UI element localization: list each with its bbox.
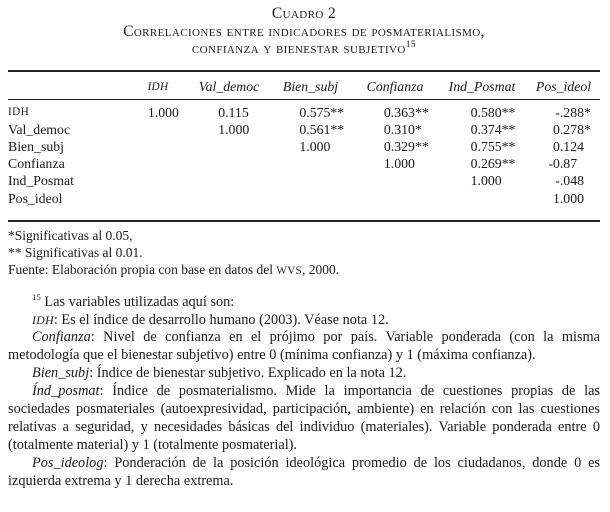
table-row <box>8 99 600 121</box>
footnote-term: Bien_subj <box>32 365 90 382</box>
correlation-value <box>268 190 353 221</box>
correlation-table-body <box>8 99 600 221</box>
row-label: IDH <box>8 105 30 118</box>
correlation-value: 0 .124 <box>552 138 584 154</box>
correlation-value <box>190 155 268 172</box>
correlation-table <box>8 70 600 222</box>
table-row <box>8 172 600 189</box>
correlation-value: - .048 <box>555 173 584 189</box>
col-header-val-democ: Val_democ <box>190 71 268 100</box>
footnote-def-pos-ideolog <box>8 455 600 491</box>
footnote-def-idh <box>8 312 600 330</box>
table-notes <box>8 227 600 281</box>
correlation-value <box>126 121 190 138</box>
correlation-value <box>190 138 268 155</box>
row-label: Val_democ <box>8 121 71 137</box>
correlation-value <box>353 190 437 221</box>
col-header-idh: IDH <box>126 71 190 100</box>
significance-note-001: ** Significativas al 0.01. <box>8 245 143 261</box>
footnote-def-text: : Es el índice de desarrollo humano (2003). Véase nota 12. <box>53 311 389 328</box>
correlation-value: 0 .580** <box>470 104 516 120</box>
correlation-value <box>190 190 268 221</box>
footnote-term: IDH <box>32 313 54 327</box>
significance-note-005: *Significativas al 0.05, <box>8 227 133 243</box>
source-note <box>8 261 600 280</box>
footnote-term: Pos_ideolog <box>32 454 104 471</box>
table-title-text: confianza y bienestar subjetivo <box>191 40 406 57</box>
footnote-term: Índ_posmat <box>32 383 100 400</box>
correlation-value: 0 .374** <box>470 121 516 137</box>
footnote-intro-text: Las variables utilizadas aquí son: <box>40 293 235 310</box>
table-row <box>8 155 600 172</box>
footnote-def-ind-posmat <box>8 383 600 455</box>
footnote-intro <box>8 291 600 312</box>
footnote-term: Confianza <box>32 329 91 346</box>
correlation-value: 0 .363** <box>383 104 429 120</box>
correlation-value: 0 .278* <box>552 121 591 137</box>
footnote-15 <box>8 291 600 491</box>
footnote-def-text: : Nivel de confianza en el prójimo por país. Variable ponderada (con la misma metodología que el bienestar subjetivo) entre 0 (mínima confianza) y 1 (máxima confianza). <box>8 329 600 364</box>
table-caption <box>8 5 600 58</box>
correlation-value <box>268 172 353 189</box>
footnote-marker: 15 <box>32 291 41 302</box>
correlation-value <box>353 172 437 189</box>
row-label: Pos_ideol <box>8 190 63 206</box>
table-title-line-1: Correlaciones entre indicadores de posmaterialismo, <box>123 22 485 40</box>
correlation-value: -0 .87 <box>548 156 578 172</box>
correlation-value <box>437 190 527 221</box>
correlation-value: 1 .000 <box>383 156 415 172</box>
footnote-def-text: : Índice de bienestar subjetivo. Explicado en la nota 12. <box>89 365 407 382</box>
correlation-value: 0 .310* <box>383 121 422 137</box>
col-header-ind-posmat: Ind_Posmat <box>437 71 527 100</box>
correlation-value: 0 .115 <box>218 104 249 120</box>
correlation-value <box>268 155 353 172</box>
row-label: Confianza <box>8 156 65 172</box>
footnote-def-text: : Ponderación de la posición ideológica promedio de los ciudadanos, donde 0 es izquierda extrema y 1 derecha extrema. <box>8 454 600 489</box>
footnote-def-bien-subj <box>8 365 600 383</box>
correlation-value: 0 .575** <box>299 104 345 120</box>
correlation-value: 1 .000 <box>470 173 502 189</box>
row-label: Bien_subj <box>8 138 64 154</box>
table-number: Cuadro 2 <box>271 5 337 22</box>
table-header-row <box>8 71 600 100</box>
correlation-value: 0 .269** <box>470 156 516 172</box>
correlation-value: 1 .000 <box>218 121 250 137</box>
correlation-value: - .288* <box>555 104 591 120</box>
correlation-value <box>126 155 190 172</box>
table-row <box>8 190 600 221</box>
correlation-value <box>126 172 190 189</box>
title-footnote-marker: 15 <box>405 38 417 50</box>
correlation-value <box>190 172 268 189</box>
col-header-confianza: Confianza <box>353 71 437 100</box>
col-header-empty <box>8 71 126 100</box>
table-row <box>8 138 600 155</box>
correlation-value: 0 .755** <box>470 138 516 154</box>
footnote-def-text: : Índice de posmaterialismo. Mide la importancia de cuestiones propias de las sociedades posmateriales (autoexpresividad, participación, ambiente) en relación con las cuestiones relativas a seguridad, y necesidades básicas del individuo (materiales). Variable ponderada entre 0 (totalmente material) y 1 (totalmente posmaterial). <box>8 383 600 453</box>
correlation-value: 0 .329** <box>383 138 429 154</box>
footnote-def-confianza <box>8 329 600 365</box>
source-note-suffix: , 2000. <box>302 262 340 278</box>
row-label: Ind_Posmat <box>8 173 74 189</box>
table-title-line-2 <box>8 40 600 58</box>
correlation-value <box>126 138 190 155</box>
correlation-value: 1 .000 <box>147 104 179 120</box>
correlation-value: 0 .561** <box>299 121 345 137</box>
source-note-prefix: Fuente: Elaboración propia con base en datos del <box>8 262 277 278</box>
col-header-pos-ideol: Pos_ideol <box>527 71 600 100</box>
source-note-acronym: WVS <box>276 265 303 278</box>
correlation-value <box>126 190 190 221</box>
correlation-value: 1 .000 <box>552 190 584 206</box>
table-row <box>8 121 600 138</box>
correlation-value: 1 .000 <box>299 138 331 154</box>
col-header-bien-subj: Bien_subj <box>268 71 353 100</box>
